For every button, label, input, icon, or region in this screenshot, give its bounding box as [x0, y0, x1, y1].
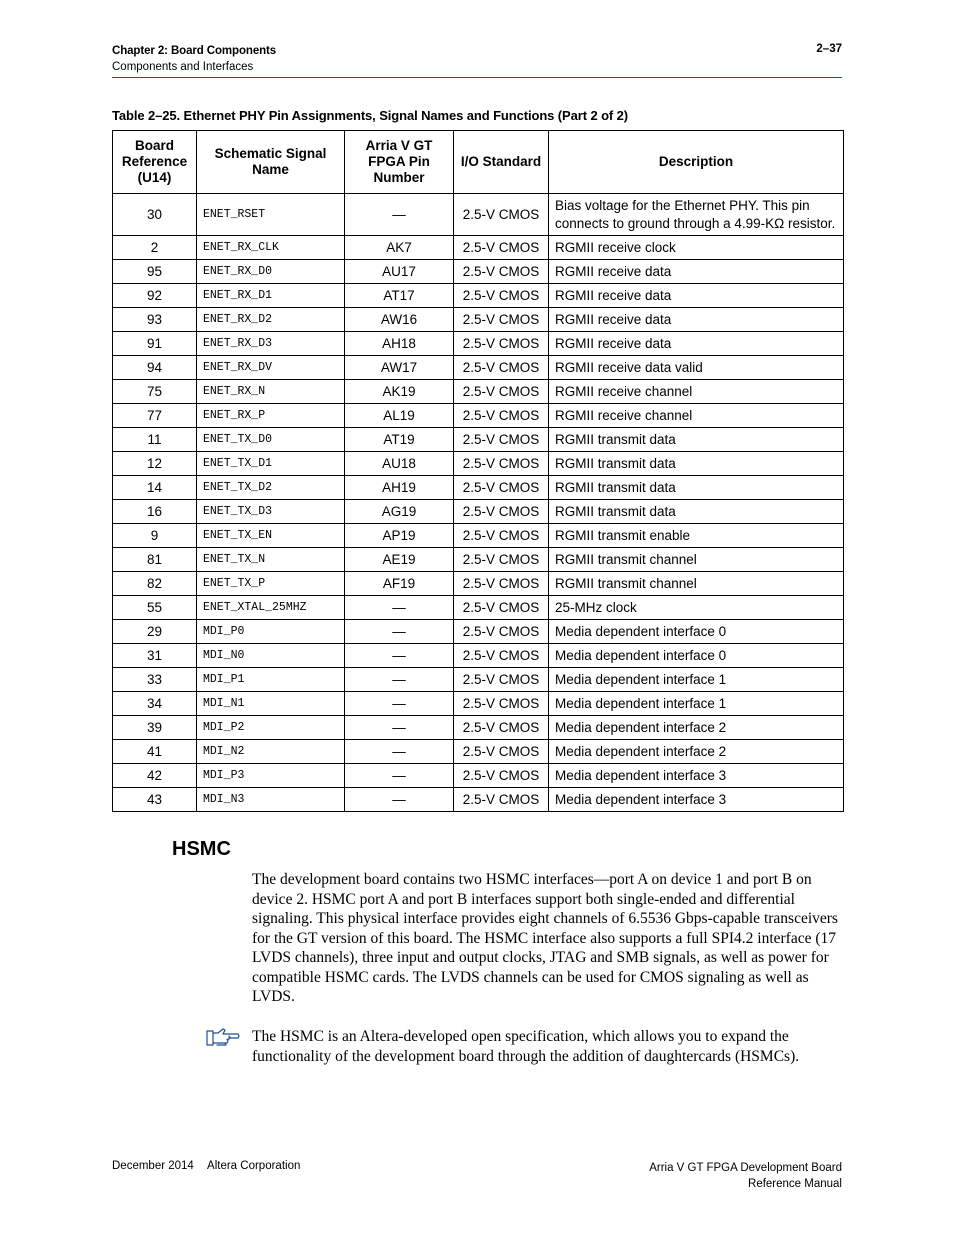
cell-pin-number: —	[345, 740, 454, 764]
cell-io-standard: 2.5-V CMOS	[454, 764, 549, 788]
cell-signal-name: ENET_RX_D2	[197, 308, 345, 332]
cell-io-standard: 2.5-V CMOS	[454, 548, 549, 572]
cell-board-reference: 12	[113, 452, 197, 476]
cell-io-standard: 2.5-V CMOS	[454, 572, 549, 596]
cell-signal-name: ENET_RX_D1	[197, 284, 345, 308]
cell-signal-name: MDI_P2	[197, 716, 345, 740]
table-row	[113, 404, 844, 428]
cell-signal-name: ENET_RX_D0	[197, 260, 345, 284]
cell-signal-name: MDI_P0	[197, 620, 345, 644]
table-row	[113, 380, 844, 404]
cell-pin-number: —	[345, 716, 454, 740]
cell-pin-number: —	[345, 194, 454, 236]
footer-left	[112, 1160, 300, 1172]
cell-board-reference: 33	[113, 668, 197, 692]
cell-board-reference: 43	[113, 788, 197, 812]
cell-io-standard: 2.5-V CMOS	[454, 668, 549, 692]
cell-io-standard: 2.5-V CMOS	[454, 260, 549, 284]
cell-io-standard: 2.5-V CMOS	[454, 404, 549, 428]
cell-io-standard: 2.5-V CMOS	[454, 500, 549, 524]
cell-io-standard: 2.5-V CMOS	[454, 380, 549, 404]
cell-io-standard: 2.5-V CMOS	[454, 620, 549, 644]
cell-signal-name: MDI_N2	[197, 740, 345, 764]
footer-doc-subtitle: Reference Manual	[748, 1178, 842, 1190]
running-header	[112, 43, 276, 75]
footer-right	[649, 1160, 842, 1192]
cell-io-standard: 2.5-V CMOS	[454, 788, 549, 812]
cell-signal-name: ENET_RSET	[197, 194, 345, 236]
cell-board-reference: 34	[113, 692, 197, 716]
cell-signal-name: ENET_TX_D1	[197, 452, 345, 476]
cell-description: Media dependent interface 3	[549, 764, 844, 788]
cell-pin-number: AH18	[345, 332, 454, 356]
table-row	[113, 194, 844, 236]
cell-board-reference: 77	[113, 404, 197, 428]
table-row	[113, 476, 844, 500]
cell-io-standard: 2.5-V CMOS	[454, 308, 549, 332]
cell-description: Media dependent interface 0	[549, 620, 844, 644]
pointing-hand-icon	[205, 1027, 241, 1047]
cell-signal-name: MDI_N0	[197, 644, 345, 668]
table-body	[113, 194, 844, 812]
cell-signal-name: MDI_P1	[197, 668, 345, 692]
cell-board-reference: 39	[113, 716, 197, 740]
table-row	[113, 788, 844, 812]
col-header-board-reference: Board Reference (U14)	[113, 131, 197, 194]
table-row	[113, 428, 844, 452]
cell-signal-name: ENET_TX_D0	[197, 428, 345, 452]
cell-io-standard: 2.5-V CMOS	[454, 194, 549, 236]
cell-description: RGMII transmit data	[549, 452, 844, 476]
cell-pin-number: AK7	[345, 236, 454, 260]
cell-signal-name: ENET_TX_D2	[197, 476, 345, 500]
cell-pin-number: AU18	[345, 452, 454, 476]
cell-io-standard: 2.5-V CMOS	[454, 644, 549, 668]
table-row	[113, 332, 844, 356]
cell-pin-number: AT17	[345, 284, 454, 308]
col-header-signal-name: Schematic Signal Name	[197, 131, 345, 194]
table-row	[113, 500, 844, 524]
cell-description: RGMII transmit data	[549, 476, 844, 500]
cell-signal-name: ENET_RX_DV	[197, 356, 345, 380]
cell-description: RGMII receive clock	[549, 236, 844, 260]
cell-signal-name: MDI_N1	[197, 692, 345, 716]
cell-signal-name: MDI_P3	[197, 764, 345, 788]
table-row	[113, 548, 844, 572]
cell-signal-name: ENET_TX_P	[197, 572, 345, 596]
table-row	[113, 740, 844, 764]
hsmc-note-paragraph: The HSMC is an Altera-developed open specification, which allows you to expand the functionality of the development board through the addition of daughtercards (HSMCs).	[252, 1028, 800, 1065]
table-row	[113, 284, 844, 308]
cell-signal-name: ENET_RX_CLK	[197, 236, 345, 260]
cell-board-reference: 75	[113, 380, 197, 404]
hsmc-body-paragraph: The development board contains two HSMC interfaces—port A on device 1 and port B on device 2. HSMC port A and port B interfaces support both single-ended and differential signaling. This physical interface provides eight channels of 6.5536 Gbps-capable transceivers for the GT version of this board. The HSMC interface also supports a full SPI4.2 interface (17 LVDS channels), three input and output clocks, JTAG and SMB signals, as well as power for compatible HSMC cards. The LVDS channels can be used for CMOS signaling as well as LVDS.	[252, 871, 838, 1005]
cell-board-reference: 42	[113, 764, 197, 788]
cell-signal-name: MDI_N3	[197, 788, 345, 812]
cell-description: RGMII receive data	[549, 260, 844, 284]
cell-board-reference: 11	[113, 428, 197, 452]
cell-board-reference: 95	[113, 260, 197, 284]
cell-pin-number: AE19	[345, 548, 454, 572]
cell-board-reference: 29	[113, 620, 197, 644]
cell-signal-name: ENET_TX_D3	[197, 500, 345, 524]
cell-io-standard: 2.5-V CMOS	[454, 236, 549, 260]
cell-pin-number: —	[345, 668, 454, 692]
cell-board-reference: 14	[113, 476, 197, 500]
table-row	[113, 524, 844, 548]
cell-pin-number: —	[345, 788, 454, 812]
pin-assignment-table	[112, 130, 844, 812]
cell-io-standard: 2.5-V CMOS	[454, 332, 549, 356]
cell-board-reference: 55	[113, 596, 197, 620]
cell-io-standard: 2.5-V CMOS	[454, 524, 549, 548]
table-row	[113, 668, 844, 692]
table-row	[113, 692, 844, 716]
cell-pin-number: AW17	[345, 356, 454, 380]
cell-signal-name: ENET_RX_D3	[197, 332, 345, 356]
cell-description: RGMII receive channel	[549, 380, 844, 404]
cell-io-standard: 2.5-V CMOS	[454, 284, 549, 308]
chapter-title: Chapter 2: Board Components	[112, 45, 277, 57]
cell-description: RGMII receive data valid	[549, 356, 844, 380]
cell-description: Media dependent interface 2	[549, 716, 844, 740]
cell-pin-number: AL19	[345, 404, 454, 428]
cell-description: RGMII receive data	[549, 308, 844, 332]
table-row	[113, 596, 844, 620]
cell-description: Media dependent interface 1	[549, 692, 844, 716]
cell-io-standard: 2.5-V CMOS	[454, 356, 549, 380]
cell-description: RGMII transmit data	[549, 428, 844, 452]
cell-io-standard: 2.5-V CMOS	[454, 716, 549, 740]
cell-pin-number: —	[345, 596, 454, 620]
section-subtitle: Components and Interfaces	[112, 61, 254, 73]
table-row	[113, 716, 844, 740]
cell-pin-number: AT19	[345, 428, 454, 452]
cell-pin-number: —	[345, 644, 454, 668]
cell-board-reference: 30	[113, 194, 197, 236]
cell-pin-number: AF19	[345, 572, 454, 596]
col-header-description: Description	[549, 131, 844, 194]
table-row	[113, 644, 844, 668]
cell-signal-name: ENET_RX_N	[197, 380, 345, 404]
cell-io-standard: 2.5-V CMOS	[454, 692, 549, 716]
cell-board-reference: 81	[113, 548, 197, 572]
cell-pin-number: —	[345, 692, 454, 716]
table-row	[113, 452, 844, 476]
cell-board-reference: 41	[113, 740, 197, 764]
cell-description: Media dependent interface 2	[549, 740, 844, 764]
cell-io-standard: 2.5-V CMOS	[454, 428, 549, 452]
table-row	[113, 236, 844, 260]
cell-io-standard: 2.5-V CMOS	[454, 596, 549, 620]
cell-board-reference: 16	[113, 500, 197, 524]
cell-description: Media dependent interface 1	[549, 668, 844, 692]
header-rule	[112, 77, 842, 78]
cell-description: RGMII transmit enable	[549, 524, 844, 548]
footer-doc-title: Arria V GT FPGA Development Board	[649, 1162, 842, 1174]
cell-pin-number: AG19	[345, 500, 454, 524]
cell-pin-number: AP19	[345, 524, 454, 548]
cell-io-standard: 2.5-V CMOS	[454, 452, 549, 476]
page-number: 2–37	[816, 43, 842, 55]
cell-description: RGMII receive channel	[549, 404, 844, 428]
cell-pin-number: AK19	[345, 380, 454, 404]
cell-description: RGMII transmit channel	[549, 572, 844, 596]
cell-io-standard: 2.5-V CMOS	[454, 476, 549, 500]
cell-board-reference: 92	[113, 284, 197, 308]
footer-company: Altera Corporation	[207, 1160, 301, 1172]
col-header-pin-number: Arria V GT FPGA Pin Number	[345, 131, 454, 194]
cell-pin-number: AH19	[345, 476, 454, 500]
cell-board-reference: 93	[113, 308, 197, 332]
table-row	[113, 620, 844, 644]
cell-description: RGMII receive data	[549, 284, 844, 308]
cell-board-reference: 82	[113, 572, 197, 596]
cell-io-standard: 2.5-V CMOS	[454, 740, 549, 764]
cell-description: RGMII receive data	[549, 332, 844, 356]
table-header-row	[113, 131, 844, 194]
table-row	[113, 572, 844, 596]
cell-signal-name: ENET_XTAL_25MHZ	[197, 596, 345, 620]
cell-pin-number: AU17	[345, 260, 454, 284]
cell-description: Bias voltage for the Ethernet PHY. This pin connects to ground through a 4.99-KΩ resistor.	[549, 194, 844, 236]
cell-description: RGMII transmit data	[549, 500, 844, 524]
cell-board-reference: 94	[113, 356, 197, 380]
section-heading-hsmc: HSMC	[172, 838, 231, 860]
col-header-io-standard: I/O Standard	[454, 131, 549, 194]
table-row	[113, 356, 844, 380]
cell-description: 25-MHz clock	[549, 596, 844, 620]
cell-description: RGMII transmit channel	[549, 548, 844, 572]
cell-board-reference: 91	[113, 332, 197, 356]
footer-date: December 2014	[112, 1160, 194, 1172]
cell-signal-name: ENET_TX_N	[197, 548, 345, 572]
cell-board-reference: 31	[113, 644, 197, 668]
table-caption: Table 2–25. Ethernet PHY Pin Assignments, Signal Names and Functions (Part 2 of 2)	[112, 108, 629, 123]
cell-pin-number: —	[345, 620, 454, 644]
cell-pin-number: AW16	[345, 308, 454, 332]
cell-signal-name: ENET_TX_EN	[197, 524, 345, 548]
table-row	[113, 308, 844, 332]
cell-board-reference: 2	[113, 236, 197, 260]
cell-pin-number: —	[345, 764, 454, 788]
table-row	[113, 260, 844, 284]
cell-description: Media dependent interface 0	[549, 644, 844, 668]
cell-description: Media dependent interface 3	[549, 788, 844, 812]
cell-signal-name: ENET_RX_P	[197, 404, 345, 428]
cell-board-reference: 9	[113, 524, 197, 548]
table-row	[113, 764, 844, 788]
